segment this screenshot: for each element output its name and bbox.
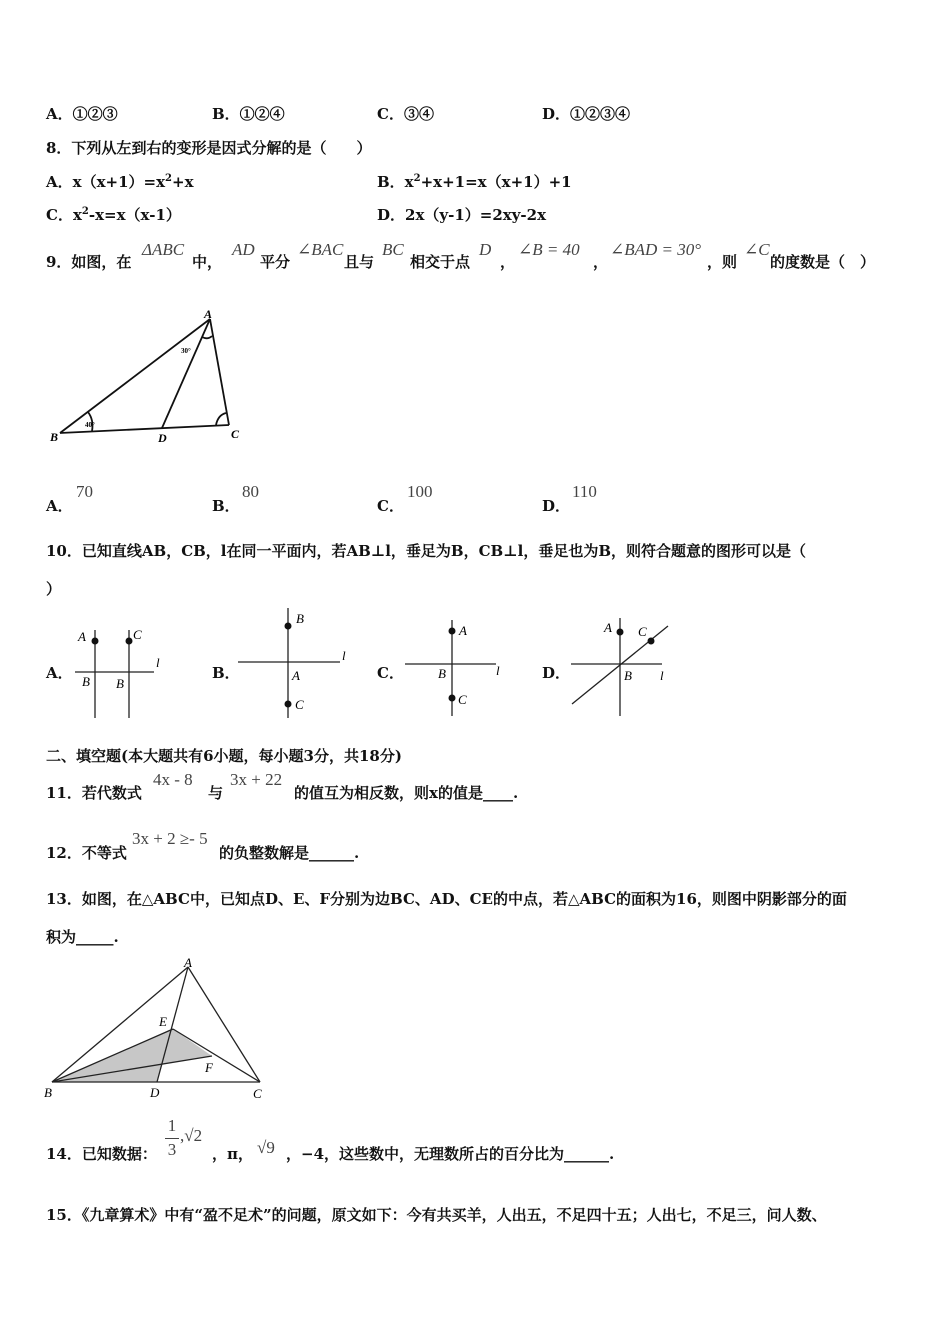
q9-fig-side-ab bbox=[60, 319, 210, 433]
q10b-label-a: A bbox=[292, 668, 300, 683]
q10b-label-c: C bbox=[295, 697, 304, 712]
q9-option-b-label: B． bbox=[212, 497, 240, 515]
q10a-label-b2: B bbox=[116, 676, 124, 691]
q10-option-d-label: D． bbox=[542, 664, 571, 682]
q9-p4: 且与 bbox=[344, 253, 375, 271]
q8-option-a: A．$x(x+1)=x^2+x$ bbox=[46, 173, 194, 191]
q8-stem: 8．下列从左到右的变形是因式分解的是（ ） bbox=[46, 139, 372, 157]
q9-fig-side-ac bbox=[210, 319, 229, 425]
q9-option-a-label: A． bbox=[46, 497, 73, 515]
q13-label-b: B bbox=[44, 1085, 52, 1100]
q10d-label-a: A bbox=[604, 620, 612, 635]
q10-option-c-label: C． bbox=[377, 664, 404, 682]
q14-sqrt9: √9 bbox=[257, 1138, 275, 1157]
q8-option-d: D．2x（y-1）=2xy-2x bbox=[377, 206, 547, 224]
q7-option-b: B．①②④ bbox=[212, 105, 285, 123]
q9-option-d-value: 110 bbox=[572, 482, 597, 501]
q14-fraction-bar bbox=[165, 1138, 179, 1139]
q7-option-c: C．③④ bbox=[377, 105, 434, 123]
q10b-label-l: l bbox=[342, 648, 346, 663]
q11-expr-1: 4x - 8 bbox=[153, 770, 193, 789]
q10d-label-c: C bbox=[638, 624, 647, 639]
q14-p3: ，−4，这些数中，无理数所占的百分比为______. bbox=[286, 1145, 615, 1163]
q10c-label-a: A bbox=[459, 623, 467, 638]
q11-p2: 与 bbox=[208, 784, 224, 802]
q9-d: D bbox=[479, 240, 492, 259]
q10c-label-c: C bbox=[458, 692, 467, 707]
q13-label-a: A bbox=[184, 955, 192, 970]
q10d-label-l: l bbox=[660, 668, 664, 683]
q9-p1: 9．如图，在 bbox=[46, 253, 132, 271]
q10-figure-a bbox=[70, 620, 166, 720]
section-fill-in-title: 二、填空题(本大题共有6小题，每小题3分，共18分) bbox=[46, 747, 402, 765]
q12-inequality: 3x + 2 ≥- 5 bbox=[132, 829, 208, 848]
q7-option-d: D．①②③④ bbox=[542, 105, 631, 123]
q9-p2: 中， bbox=[192, 253, 223, 271]
q10-option-b-label: B． bbox=[212, 664, 240, 682]
q13-label-e: E bbox=[159, 1014, 167, 1029]
q7-option-a: A．①②③ bbox=[46, 105, 118, 123]
q9-fig-arc-a bbox=[202, 336, 212, 338]
q9-p6: ， bbox=[500, 253, 516, 271]
q9-fig-angle-a: 30° bbox=[181, 347, 191, 355]
q11-p3: 的值互为相反数，则x的值是____. bbox=[294, 784, 519, 802]
q9-angle-b: ∠B = 40 bbox=[518, 240, 580, 259]
q10d-label-b: B bbox=[624, 668, 632, 683]
q10-stem-end: ） bbox=[46, 580, 62, 598]
q11-expr-2: 3x + 22 bbox=[230, 770, 283, 789]
q8-option-b: B．$x^2+x+1=x(x+1)+1$ bbox=[377, 173, 572, 191]
q10-stem: 10．已知直线AB，CB，l在同一平面内，若AB⊥l，垂足为B，CB⊥l，垂足也为B，则符合题意的图形可以是（ bbox=[46, 542, 806, 560]
q13-label-c: C bbox=[253, 1086, 262, 1101]
q14-fraction-denominator: 3 bbox=[167, 1140, 177, 1159]
q13-line2: 积为_____. bbox=[46, 928, 119, 946]
q10-figure-b bbox=[236, 606, 352, 720]
q9-p3: 平分 bbox=[260, 253, 291, 271]
q9-triangle-figure bbox=[48, 300, 258, 450]
q14-p2: ，π， bbox=[212, 1145, 253, 1163]
q9-option-b-value: 80 bbox=[242, 482, 259, 501]
q10b-label-b: B bbox=[296, 611, 304, 626]
q9-fig-arc-c bbox=[216, 413, 226, 425]
q9-p9: 的度数是（ ） bbox=[770, 253, 876, 271]
q15-text: 15．《九章算术》中有“盈不足术”的问题，原文如下：今有共买羊，人出五，不足四十五；人出七，不足三，问人数、 bbox=[46, 1206, 827, 1224]
q11-p1: 11．若代数式 bbox=[46, 784, 142, 802]
q9-angle-c: ∠C bbox=[744, 240, 770, 259]
q9-option-d-label: D． bbox=[542, 497, 571, 515]
q9-fig-label-c: C bbox=[231, 427, 240, 441]
q9-fig-angle-b: 40° bbox=[85, 421, 95, 429]
q9-p7: ， bbox=[593, 253, 609, 271]
q9-fig-label-b: B bbox=[50, 430, 59, 444]
q13-label-f: F bbox=[205, 1060, 213, 1075]
q9-triangle-abc: ΔABC bbox=[142, 240, 185, 259]
q14-fraction-numerator: 1 bbox=[167, 1116, 177, 1135]
q10c-label-b: B bbox=[438, 666, 446, 681]
q9-angle-bac: ∠BAC bbox=[297, 240, 344, 259]
q9-p8: ，则 bbox=[707, 253, 738, 271]
q9-fig-label-d: D bbox=[158, 431, 167, 445]
q9-bc: BC bbox=[382, 240, 404, 259]
q13-line1: 13．如图，在△ABC中，已知点D、E、F分别为边BC、AD、CE的中点，若△ABC的面积为16，则图中阴影部分的面 bbox=[46, 890, 847, 908]
q9-ad: AD bbox=[232, 240, 255, 259]
q10a-label-l: l bbox=[156, 655, 160, 670]
q10a-label-b1: B bbox=[82, 674, 90, 689]
q12-p2: 的负整数解是______. bbox=[219, 844, 360, 862]
q9-option-c-value: 100 bbox=[407, 482, 433, 501]
q13-label-d: D bbox=[150, 1085, 160, 1100]
q12-p1: 12．不等式 bbox=[46, 844, 127, 862]
q10c-label-l: l bbox=[496, 663, 500, 678]
q9-option-c-label: C． bbox=[377, 497, 404, 515]
q10a-label-a: A bbox=[78, 629, 86, 644]
q10-figure-d bbox=[568, 614, 674, 720]
q10a-label-c: C bbox=[133, 627, 142, 642]
q13-triangle-figure bbox=[40, 955, 280, 1105]
q10-figure-c bbox=[402, 616, 502, 720]
q10-option-a-label: A． bbox=[46, 664, 73, 682]
q14-p1: 14．已知数据： bbox=[46, 1145, 157, 1163]
q9-fig-segment-ad bbox=[162, 319, 210, 428]
q14-sqrt2: ,√2 bbox=[180, 1126, 203, 1145]
q9-fig-label-a: A bbox=[204, 307, 213, 321]
q9-option-a-value: 70 bbox=[76, 482, 93, 501]
q9-angle-bad: ∠BAD = 30° bbox=[610, 240, 702, 259]
q9-p5: 相交于点 bbox=[410, 253, 471, 271]
q8-option-c: C．$x^2-x=x(x-1)$ bbox=[46, 206, 181, 224]
